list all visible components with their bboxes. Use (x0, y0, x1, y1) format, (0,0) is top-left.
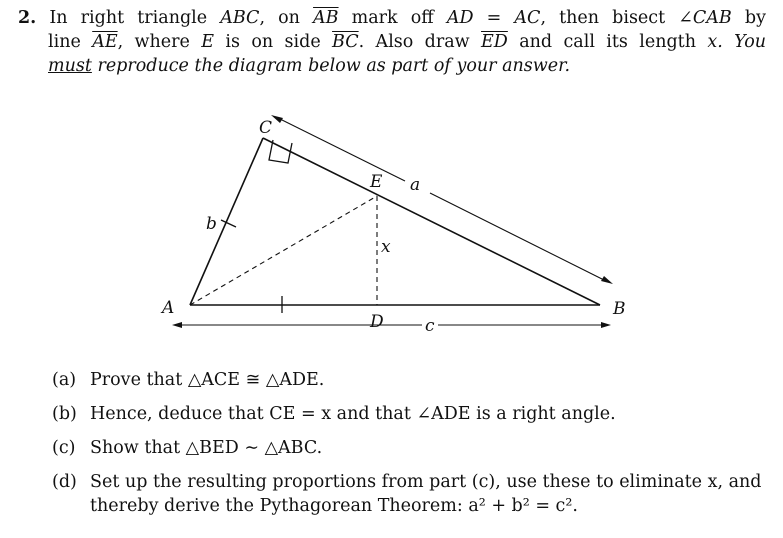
dimension-c (172, 322, 611, 328)
part-a-text: Prove that △ACE ≅ △ADE. (90, 370, 325, 390)
part-d (52, 470, 762, 518)
dimension-a-line-left (276, 117, 405, 181)
dimension-a (271, 115, 613, 284)
problem-line-1: 2. In right triangle ABC, on $\overline{AB}$ mark off AD = AC, then bisect ∠CAB by (18, 8, 766, 28)
label-side-b: b (206, 214, 217, 234)
label-b-vertex: B (613, 299, 626, 319)
label-side-c: c (425, 316, 435, 336)
part-c (52, 436, 762, 460)
problem-line-3: must reproduce the diagram below as part of your answer. (48, 56, 571, 76)
dimension-c-arrowhead-left (172, 322, 182, 328)
question-parts (52, 368, 762, 528)
tick-ac (221, 220, 236, 227)
part-d-label: (d) (52, 472, 77, 492)
side-ac (190, 138, 263, 305)
part-b-text: Hence, deduce that CE = x and that ∠ADE is a right angle. (90, 404, 616, 424)
label-e-point: E (370, 172, 383, 192)
label-side-a: a (410, 175, 421, 195)
dimension-a-arrowhead-right (601, 276, 613, 284)
part-c-text: Show that △BED ∼ △ABC. (90, 438, 323, 458)
part-d-text: Set up the resulting proportions from part (c), use these to eliminate x, and thereby derive the Pythagorean Theorem: a² + b² = c². (90, 472, 762, 516)
dimension-c-arrowhead-right (601, 322, 611, 328)
bisector-ae (190, 196, 377, 305)
dimension-a-arrowhead-left (271, 115, 283, 123)
label-d-point: D (370, 312, 384, 332)
dimension-a-line-right (430, 193, 608, 282)
part-a (52, 368, 762, 392)
label-length-x: x (381, 237, 391, 257)
part-c-label: (c) (52, 438, 76, 458)
part-b-label: (b) (52, 404, 77, 424)
problem-number: 2. (18, 8, 37, 28)
side-cb (263, 138, 600, 305)
label-a-vertex: A (162, 298, 175, 318)
part-b (52, 402, 762, 426)
problem-line-2: line $\overline{AE}$, where E is on side $\overline{BC}$. Also draw $\overline{ED}$ and call its length x. You (48, 32, 767, 52)
part-a-label: (a) (52, 370, 77, 390)
label-c-vertex: C (259, 118, 273, 138)
